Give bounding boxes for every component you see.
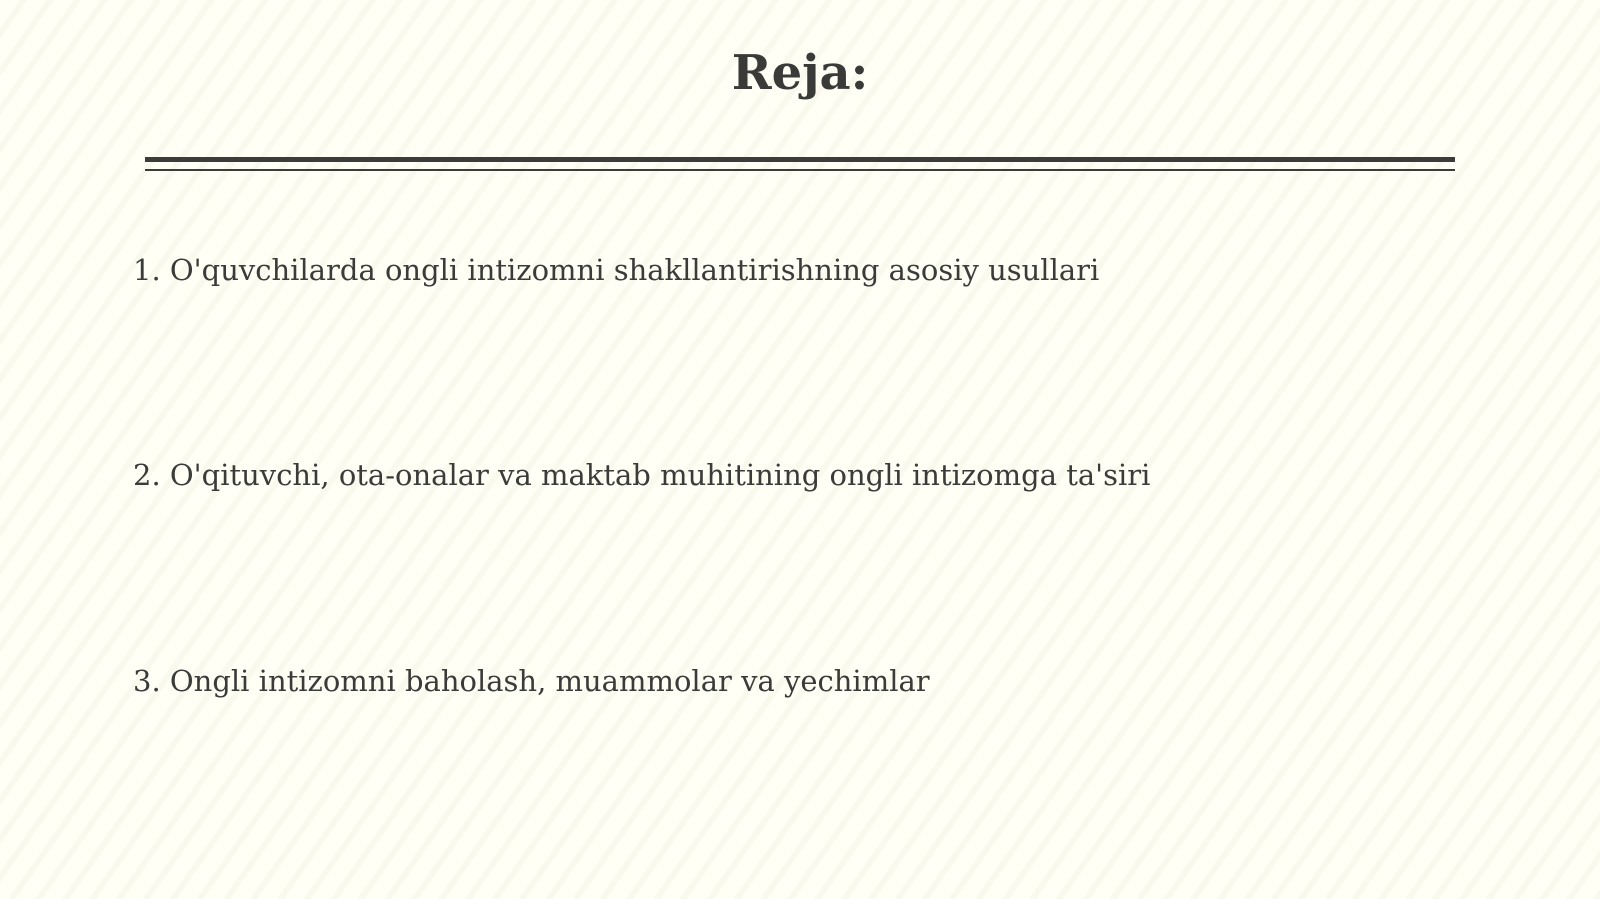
slide-title: Reja: [731, 45, 869, 101]
plan-item-2: 2. O'qituvchi, ota-onalar va maktab muhitining ongli intizomga ta'siri [133, 458, 1151, 492]
title-divider-thick [145, 157, 1455, 162]
title-divider-thin [145, 169, 1455, 171]
plan-item-1: 1. O'quvchilarda ongli intizomni shakllantirishning asosiy usullari [133, 253, 1100, 287]
plan-item-3: 3. Ongli intizomni baholash, muammolar va yechimlar [133, 664, 930, 698]
